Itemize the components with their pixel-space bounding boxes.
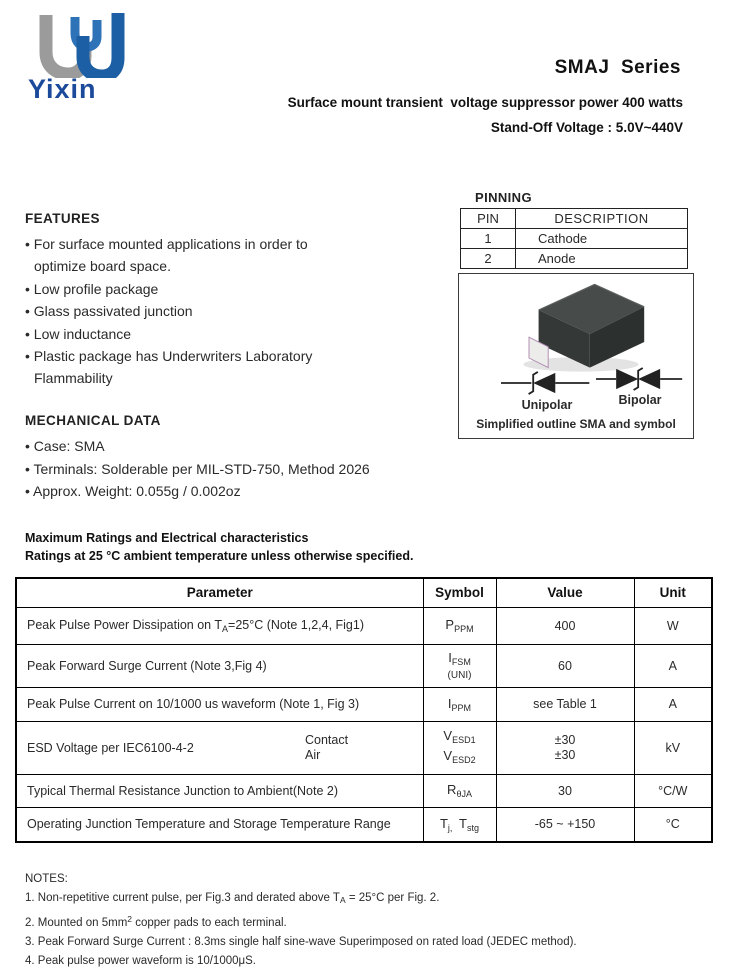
ratings-row-forward-surge: [16, 644, 712, 687]
esd-air-label: Air: [305, 747, 321, 762]
package-outline-box: [458, 273, 694, 439]
symbol-subscript: PPM: [451, 702, 472, 713]
unit-column-header: Unit: [634, 578, 712, 607]
parameter-subscript: A: [222, 623, 229, 634]
unit-cell: °C: [634, 807, 712, 842]
ratings-table: [15, 577, 713, 843]
pinning-heading: PINNING: [475, 190, 532, 205]
notes-heading: NOTES:: [25, 873, 68, 885]
symbol-text: R: [447, 782, 457, 797]
mechanical-line: • Approx. Weight: 0.055g / 0.002oz: [25, 483, 241, 499]
feature-line: optimize board space.: [34, 258, 171, 275]
notes-section: [25, 870, 577, 971]
symbol-cell: [423, 644, 496, 687]
symbol-line: [424, 650, 496, 670]
symbol-text: V: [443, 747, 453, 763]
parameter-text: =25°C (Note 1,2,4, Fig1): [228, 617, 364, 632]
parameter-column-header: Parameter: [16, 578, 423, 607]
symbol-column-header: Symbol: [423, 578, 496, 607]
parameter-cell: [16, 607, 423, 644]
ratings-title: Maximum Ratings and Electrical characteristics: [25, 531, 309, 545]
symbol-subscript: θJA: [456, 789, 472, 799]
note-line: 4. Peak pulse power waveform is 10/1000μS.: [25, 955, 256, 967]
unit-cell: A: [634, 687, 712, 721]
symbol-text: T: [459, 815, 467, 831]
unipolar-symbol-block: [497, 370, 597, 412]
symbol-cell: [423, 807, 496, 842]
symbol-subscript: j,: [447, 822, 453, 833]
ratings-condition: Ratings at 25 °C ambient temperature unless otherwise specified.: [25, 549, 414, 563]
note-text: = 25°C per Fig. 2.: [345, 892, 440, 904]
unit-cell: °C/W: [634, 774, 712, 807]
symbol-text: I: [447, 695, 452, 711]
symbol-text: P: [445, 617, 455, 632]
pin-description: Anode: [516, 249, 688, 269]
symbol-text: V: [443, 727, 453, 743]
symbol-text: T: [439, 815, 448, 831]
parameter-text: ESD Voltage per IEC6100-4-2: [27, 740, 194, 755]
pinning-table: [460, 208, 688, 269]
brand-logo: [28, 12, 138, 105]
value-cell: 30: [496, 774, 634, 807]
features-heading: FEATURES: [25, 211, 100, 226]
value-cell: 60: [496, 644, 634, 687]
parameter-text: Peak Pulse Power Dissipation on T: [27, 617, 223, 632]
sma-package-image: [497, 278, 657, 374]
unit-cell: kV: [634, 721, 712, 774]
symbol-line: [424, 728, 496, 748]
symbol-cell: [423, 774, 496, 807]
symbol-line: [424, 748, 496, 768]
feature-line: • Plastic package has Underwriters Laboratory: [25, 348, 313, 365]
parameter-cell: Typical Thermal Resistance Junction to Ambient(Note 2): [16, 774, 423, 807]
ratings-row-peak-pulse-current: [16, 687, 712, 721]
value-cell: -65 ~ +150: [496, 807, 634, 842]
product-subtitle: Surface mount transient voltage suppressor power 400 watts: [287, 95, 683, 110]
mechanical-heading: MECHANICAL DATA: [25, 413, 161, 428]
pinning-header-row: [461, 209, 688, 229]
feature-line: • Low inductance: [25, 325, 132, 342]
feature-line: Flammability: [34, 370, 113, 387]
ratings-row-thermal-resistance: [16, 774, 712, 807]
unipolar-diode-icon: [501, 370, 593, 396]
value-column-header: Value: [496, 578, 634, 607]
ratings-row-peak-pulse-power: [16, 607, 712, 644]
pin-number: 2: [461, 249, 516, 269]
pinning-row: [461, 229, 688, 249]
pin-number: 1: [461, 229, 516, 249]
bipolar-diode-icon: [596, 366, 684, 392]
features-list: [25, 233, 312, 390]
parameter-cell: [16, 721, 423, 774]
symbol-subscript: ESD2: [452, 754, 476, 765]
note-superscript: 2: [127, 914, 133, 924]
unit-cell: A: [634, 644, 712, 687]
note-text: copper pads to each terminal.: [132, 917, 287, 929]
description-column-header: DESCRIPTION: [516, 209, 688, 229]
value-cell: [496, 721, 634, 774]
symbol-text: I: [448, 650, 452, 665]
parameter-cell: Operating Junction Temperature and Storage Temperature Range: [16, 807, 423, 842]
symbol-cell: [423, 721, 496, 774]
symbol-subscript: ESD1: [452, 734, 476, 745]
feature-line: • Glass passivated junction: [25, 303, 193, 320]
ratings-header-row: [16, 578, 712, 607]
logo-u-icon: [34, 12, 130, 78]
symbol-note: (UNI): [447, 670, 472, 681]
page-title: SMAJ Series: [554, 57, 681, 78]
symbol-subscript: FSM: [451, 657, 471, 667]
unipolar-label: Unipolar: [521, 398, 573, 412]
mechanical-line: • Case: SMA: [25, 438, 105, 454]
parameter-cell: Peak Pulse Current on 10/1000 us waveform (Note 1, Fig 3): [16, 687, 423, 721]
note-line: [25, 889, 577, 910]
feature-line: • Low profile package: [25, 280, 159, 297]
symbol-cell: [423, 687, 496, 721]
unit-cell: W: [634, 607, 712, 644]
pin-description: Cathode: [516, 229, 688, 249]
symbol-subscript: PPM: [454, 624, 474, 634]
note-line: 3. Peak Forward Surge Current : 8.3ms single half sine-wave Superimposed on rated load (JEDEC method).: [25, 936, 577, 948]
value-cell: see Table 1: [496, 687, 634, 721]
bipolar-label: Bipolar: [618, 393, 662, 407]
esd-contact-label: Contact: [305, 732, 349, 747]
note-subscript: A: [339, 895, 346, 905]
bipolar-symbol-block: [595, 366, 685, 407]
value-line: ±30: [554, 747, 576, 762]
symbol-subscript: stg: [467, 822, 480, 833]
outline-caption: Simplified outline SMA and symbol: [476, 417, 676, 431]
symbol-cell: [423, 607, 496, 644]
mechanical-line: • Terminals: Solderable per MIL-STD-750, Method 2026: [25, 460, 370, 477]
pin-column-header: PIN: [461, 209, 516, 229]
parameter-cell: Peak Forward Surge Current (Note 3,Fig 4): [16, 644, 423, 687]
value-line: ±30: [554, 732, 576, 747]
mechanical-list: [25, 435, 370, 503]
esd-mode-labels: [305, 733, 348, 763]
note-text: 1. Non-repetitive current pulse, per Fig.3 and derated above T: [25, 892, 340, 904]
value-cell: 400: [496, 607, 634, 644]
ratings-row-temperature-range: [16, 807, 712, 842]
brand-name: Yixin: [28, 74, 97, 104]
note-line: [25, 910, 577, 933]
ratings-row-esd-voltage: [16, 721, 712, 774]
note-text: 2. Mounted on 5mm: [25, 917, 128, 929]
feature-line: • For surface mounted applications in order to: [25, 236, 308, 252]
pinning-row: [461, 249, 688, 269]
standoff-voltage: Stand-Off Voltage : 5.0V~440V: [490, 120, 683, 135]
